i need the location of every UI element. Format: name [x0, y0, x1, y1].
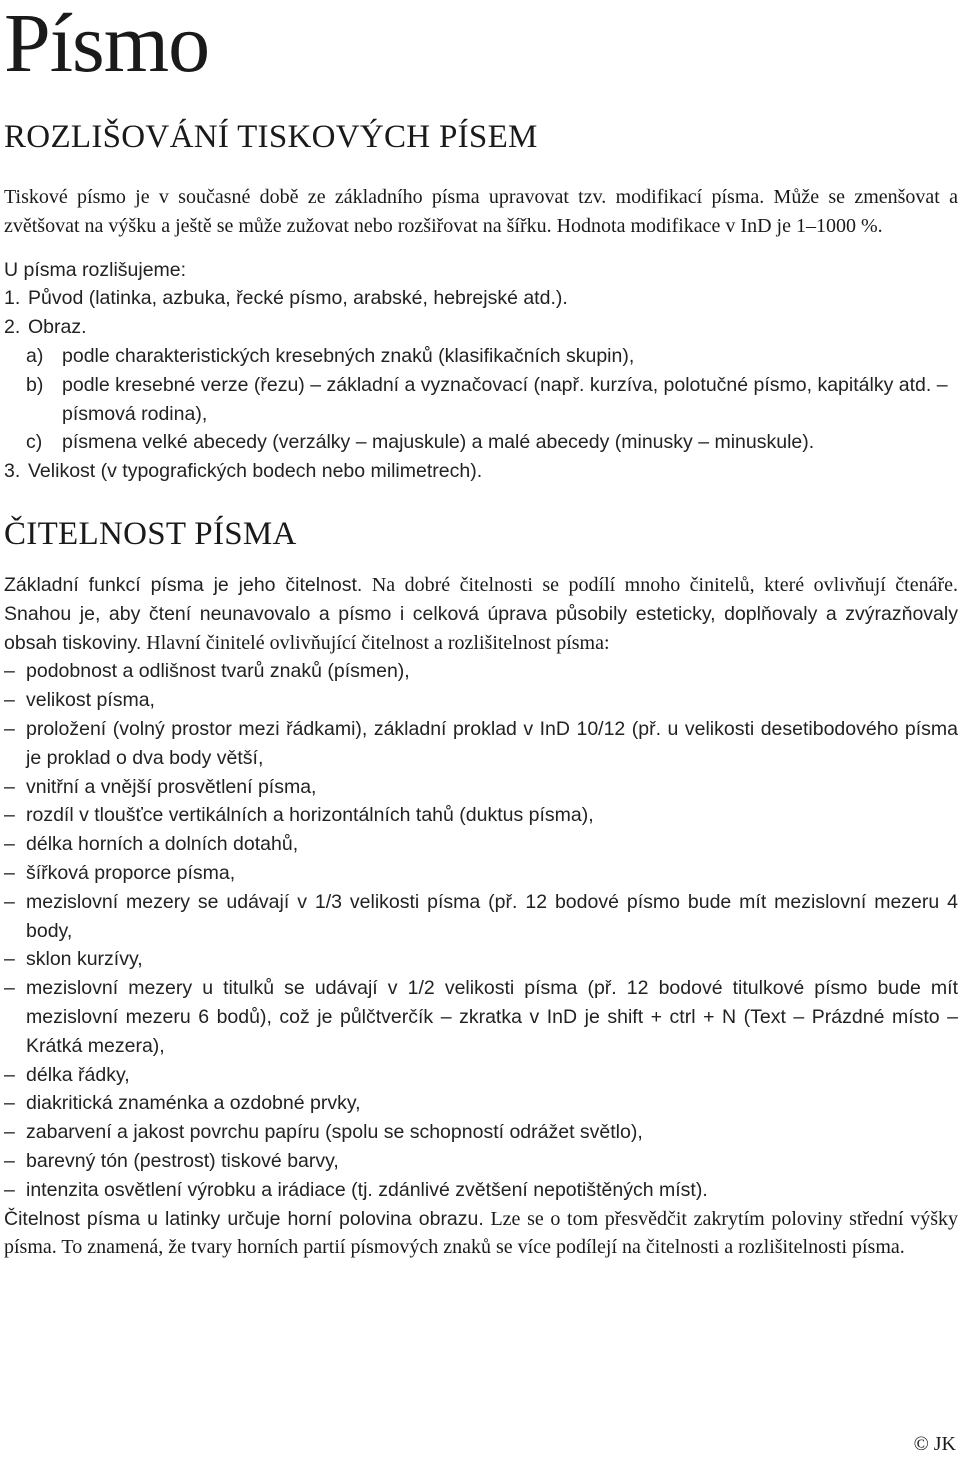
list-item: – zabarvení a jakost povrchu papíru (spolu se schopností odrážet světlo), — [4, 1121, 643, 1144]
list-item: – intenzita osvětlení výrobku a irádiace (tj. zdánlivé zvětšení nepotištěných míst). — [4, 1178, 708, 1201]
list-item: – proložení (volný prostor mezi řádkami), základní proklad v InD 10/12 (př. u velikosti desetibodového písma je proklad o dva body větší, — [4, 717, 958, 769]
section-heading-citelnost: ČITELNOST PÍSMA — [4, 515, 297, 552]
sub-item-a — [4, 342, 958, 371]
list-item: – délka řádky, — [4, 1063, 130, 1086]
distinction-intro: U písma rozlišujeme: — [4, 258, 187, 281]
list-item: – podobnost a odlišnost tvarů znaků (písmen), — [4, 660, 410, 683]
list-item: – vnitřní a vnější prosvětlení písma, — [4, 775, 317, 798]
closing-sentence-1: Čitelnost písma u latinky určuje horní polovina obrazu. — [4, 1207, 484, 1230]
closing-paragraph — [4, 1205, 958, 1263]
list-item-image — [4, 313, 958, 342]
list-item: – mezislovní mezery u titulků se udávají v 1/2 velikosti písma (př. 12 bodové titulkové písmo bude mít mezislovní mezeru 6 bodů), což je půlčtverčík – zkratka v InD je shift + ctrl + N (Text – Prázdné místo – Krátká mezera), — [4, 977, 958, 1057]
list-number: 1. — [4, 287, 21, 310]
list-item: – velikost písma, — [4, 689, 155, 712]
sub-text: písmena velké abecedy (verzálky – majuskule) a malé abecedy (minusky – minuskule). — [62, 431, 815, 454]
list-number: 2. — [4, 316, 21, 339]
list-item: – diakritická znaménka a ozdobné prvky, — [4, 1092, 361, 1115]
legibility-sentence-2: Na dobré čitelnosti se podílí mnoho činitelů, které ovlivňují čtenáře. — [371, 573, 958, 596]
legibility-factors-list — [4, 657, 958, 1204]
document-page — [4, 0, 958, 1262]
list-item-origin — [4, 284, 958, 313]
page-title: Písmo — [4, 0, 210, 90]
copyright-footer: © JK — [913, 1433, 956, 1455]
list-item: – sklon kurzívy, — [4, 948, 143, 971]
sub-letter: b) — [26, 373, 44, 396]
list-item: – barevný tón (pestrost) tiskové barvy, — [4, 1149, 339, 1172]
legibility-sentence-3: Snahou je, aby čtení neunavovalo a písmo i celková úprava působily esteticky, doplňovaly a zvýrazňovaly obsah tiskoviny. — [4, 602, 958, 654]
legibility-paragraph — [4, 571, 958, 657]
sub-text: podle kresebné verze (řezu) – základní a vyznačovací (např. kurzíva, polotučné písmo, kapitálky atd. – písmová rodina), — [62, 373, 948, 425]
list-number: 3. — [4, 460, 21, 483]
sub-letter: a) — [26, 344, 44, 367]
legibility-sentence-4: Hlavní činitelé ovlivňující čitelnost a rozlišitelnost písma: — [146, 631, 610, 654]
legibility-sentence-1: Základní funkcí písma je jeho čitelnost. — [4, 573, 363, 596]
list-item: – rozdíl v tloušťce vertikálních a horizontálních tahů (duktus písma), — [4, 804, 594, 827]
sub-item-b — [4, 371, 958, 429]
modification-paragraph: Tiskové písmo je v současné době ze základního písma upravovat tzv. modifikací písma. Může se zmenšovat a zvětšovat na výšku a ještě se může zužovat nebo rozšiřovat na šířku. Hodnota modifikace v InD je 1–1000 %. — [4, 186, 958, 237]
list-text: Původ (latinka, azbuka, řecké písmo, arabské, hebrejské atd.). — [28, 287, 568, 310]
list-text: Obraz. — [28, 316, 87, 339]
section-heading-rozlisovani: ROZLIŠOVÁNÍ TISKOVÝCH PÍSEM — [4, 119, 538, 155]
list-item-size — [4, 457, 958, 486]
sub-letter: c) — [26, 431, 43, 454]
sub-text: podle charakteristických kresebných znaků (klasifikačních skupin), — [62, 344, 635, 367]
list-text: Velikost (v typografických bodech nebo milimetrech). — [28, 460, 483, 483]
closing-sentence-2: Lze se o tom přesvědčit zakrytím poloviny střední výšky písma. To znamená, že tvary horních partií písmových znaků se více podílejí na čitelnosti a rozlišitelnosti písma. — [4, 1207, 958, 1259]
list-item: – délka horních a dolních dotahů, — [4, 833, 299, 856]
list-item: – šířková proporce písma, — [4, 861, 236, 884]
sub-item-c — [4, 428, 958, 457]
list-item: – mezislovní mezery se udávají v 1/3 velikosti písma (př. 12 bodové písmo bude mít mezislovní mezeru 4 body, — [4, 890, 958, 942]
